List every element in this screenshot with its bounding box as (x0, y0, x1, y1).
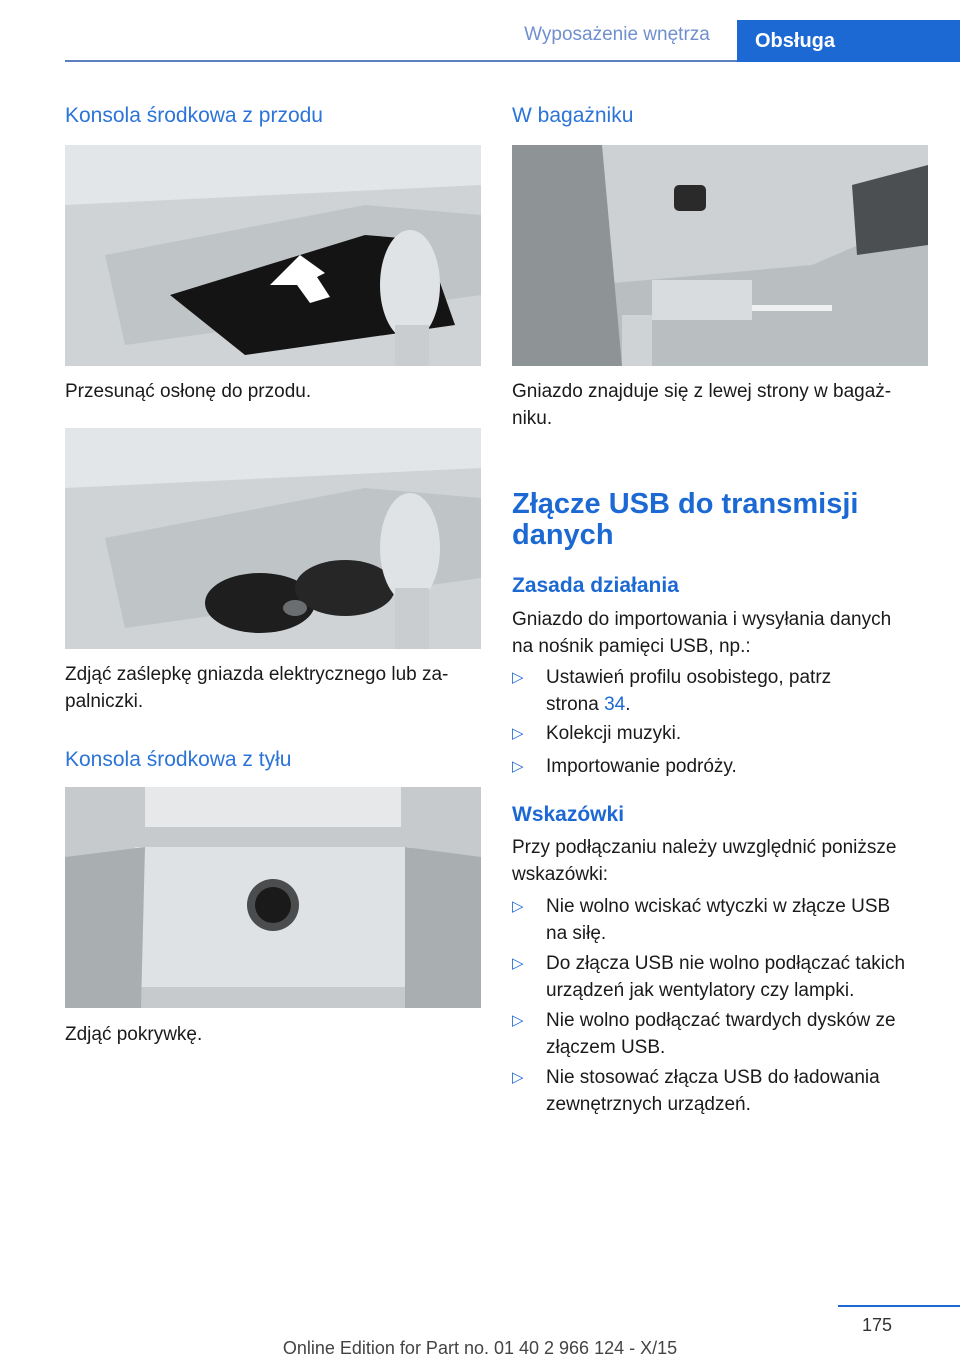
principle-heading: Zasada działania (512, 574, 679, 597)
footer-edition-text: Online Edition for Part no. 01 40 2 966 124 - X/15 (282, 1338, 678, 1358)
usb-section-title-line1: Złącze USB do transmisji (512, 488, 859, 520)
photo-front-console-cover (65, 145, 481, 366)
usb-section-title-line2: danych (512, 519, 614, 551)
tips-heading: Wskazówki (512, 803, 625, 826)
footer-rule (838, 1305, 960, 1307)
bullet-triangle-icon: ▷ (512, 1012, 524, 1029)
list-item: ▷ Ustawień profilu osobistego, patrz strona 34. (512, 664, 928, 718)
list-item-text: Ustawień profilu osobistego, patrz (546, 667, 832, 688)
caption-trunk-line2: niku. (512, 408, 553, 429)
tips-text-line2: wskazówki: (512, 864, 609, 885)
page-link-34[interactable]: 34 (604, 694, 626, 715)
bullet-triangle-icon: ▷ (512, 898, 524, 915)
bullet-triangle-icon: ▷ (512, 955, 524, 972)
heading-rear-console: Konsola środkowa z tyłu (65, 748, 292, 771)
caption-slide-cover: Przesunąć osłonę do przodu. (65, 381, 312, 402)
bullet-triangle-icon: ▷ (512, 725, 524, 742)
list-item: ▷ Nie wolno podłączać twardych dysków ze złączem USB. (512, 1007, 928, 1061)
principle-text-line2: na nośnik pamięci USB, np.: (512, 636, 751, 657)
header-rule (65, 60, 737, 62)
list-item: ▷ Do złącza USB nie wolno podłączać takich urządzeń jak wentylatory czy lampki. (512, 950, 928, 1004)
caption-remove-lid: Zdjąć pokrywkę. (65, 1024, 203, 1045)
header-tab-obsluga[interactable]: Obsługa (737, 20, 960, 62)
photo-trunk-socket (512, 145, 928, 366)
photo-rear-console (65, 787, 481, 1008)
caption-trunk-line1: Gniazdo znajduje się z lewej strony w bagaż- (512, 381, 892, 402)
list-item-text: Importowanie podróży. (546, 756, 737, 777)
bullet-triangle-icon: ▷ (512, 758, 524, 775)
bullet-triangle-icon: ▷ (512, 1069, 524, 1086)
list-item: ▷ Nie wolno wciskać wtyczki w złącze USB na siłę. (512, 893, 928, 947)
heading-trunk: W bagażniku (512, 104, 634, 127)
list-item (512, 753, 928, 780)
principle-text-line1: Gniazdo do importowania i wysyłania danych (512, 609, 892, 630)
list-item: ▷ Nie stosować złącza USB do ładowania zewnętrznych urządzeń. (512, 1064, 928, 1118)
list-item (512, 720, 928, 747)
caption-remove-plug-line1: Zdjąć zaślepkę gniazda elektrycznego lub za- (65, 664, 449, 685)
header-section-title: Wyposażenie wnętrza (524, 24, 710, 45)
list-item-text: Kolekcji muzyki. (546, 723, 682, 744)
photo-front-console-socket (65, 428, 481, 649)
caption-remove-plug-line2: palniczki. (65, 691, 144, 712)
page-number: 175 (862, 1315, 893, 1335)
heading-front-console: Konsola środkowa z przodu (65, 104, 323, 127)
tips-text-line1: Przy podłączaniu należy uwzględnić poniższe (512, 837, 897, 858)
bullet-triangle-icon: ▷ (512, 669, 524, 686)
